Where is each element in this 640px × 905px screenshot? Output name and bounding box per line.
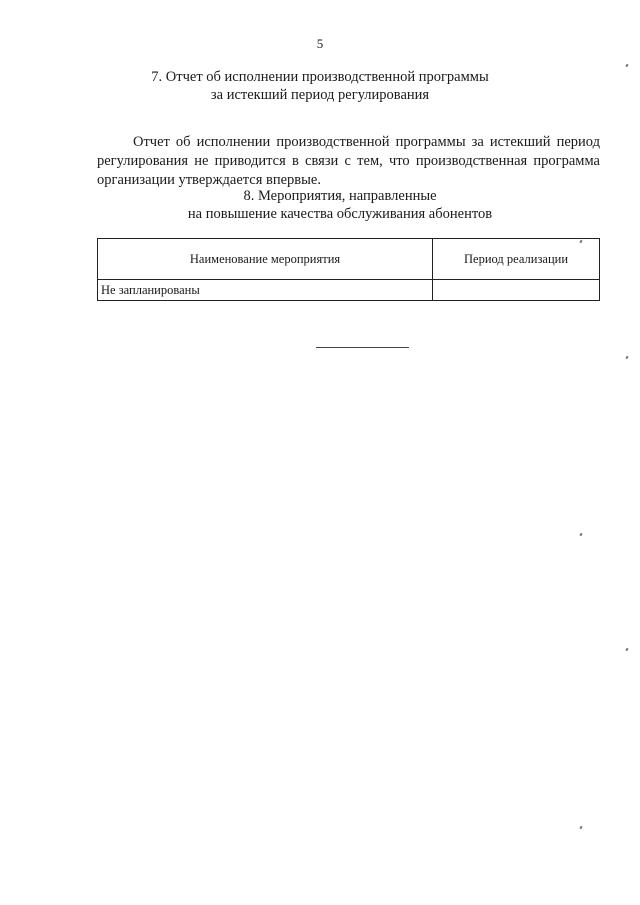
cell-implementation-period: [433, 280, 600, 301]
end-of-document-rule: [316, 347, 409, 348]
table-header-row: [98, 239, 600, 280]
scan-artifact: [625, 648, 628, 652]
section-7-title-line-1: 7. Отчет об исполнении производственной программы: [151, 69, 489, 85]
scan-artifact: [625, 356, 628, 360]
table-row: [98, 280, 600, 301]
section-7-title-line-2: за истекший период регулирования: [210, 87, 430, 103]
header-event-name: Наименование мероприятия: [98, 239, 433, 280]
section-8-title-line-2: на повышение качества обслуживания абонентов: [187, 206, 493, 222]
events-table: [97, 238, 600, 301]
scan-artifact: [579, 826, 582, 830]
section-7-heading: [0, 68, 640, 104]
section-7-paragraph: Отчет об исполнении производственной программы за истекший период регулирования не приводится в связи с тем, что производственная программа организации утверждается впервые.: [97, 133, 600, 188]
header-implementation-period: Период реализации: [433, 239, 600, 280]
page-number: 5: [316, 36, 324, 51]
section-8-title-line-1: 8. Мероприятия, направленные: [243, 188, 437, 204]
cell-event-name: Не запланированы: [98, 280, 433, 301]
scan-artifact: [579, 533, 582, 537]
section-8-heading: [40, 187, 640, 223]
scan-artifact: [625, 64, 628, 68]
